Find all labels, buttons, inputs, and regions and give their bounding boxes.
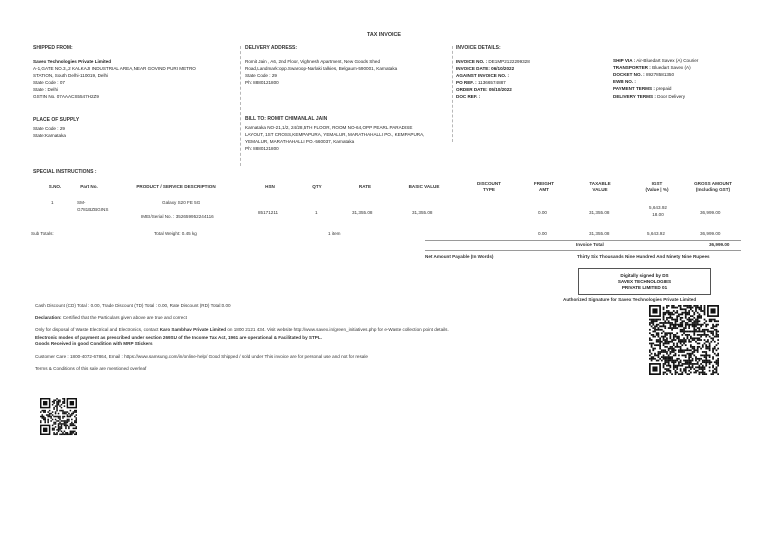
row-part-no: SM- G781BZBGINS (77, 200, 109, 213)
authorized-signature: Authorized Signature for Savex Technologies Private Limited (563, 297, 697, 302)
shipping-details-section (613, 57, 763, 100)
qr-code-icon (649, 305, 719, 375)
row-taxable-value: 31,355.08 (589, 210, 610, 215)
col-product: PRODUCT / SERVICE DESCRIPTION (136, 184, 216, 189)
col-sno: S.NO. (48, 184, 62, 189)
col-igst: IGST (Value | %) (645, 181, 669, 192)
row-hsn: 85171211 (258, 210, 279, 215)
declaration: Declaration: Certified that the Particulars given above are true and correct (35, 315, 187, 320)
supply-state: State:Karnataka (33, 132, 66, 138)
cash-discount-note: Cash Discount (CD) Total : 0.00, Trade Discount (TD) Total : 0.00, Rate Discount (RD) Total:0.00 (35, 303, 231, 308)
invoice-date: INVOICE DATE: 06/10/2022 (456, 65, 515, 71)
net-amount-words: Thirty Six Thousands Nine Hundred And Ninety Nine Rupees (577, 254, 710, 259)
signature-line-2: SAVEX TECHNOLOGIES (617, 279, 672, 285)
shipper-state-code: State Code : 07 (33, 80, 65, 86)
row-rate: 31,355.08 (352, 210, 373, 215)
page-title: TAX INVOICE (366, 32, 402, 38)
row-imei: IMEI/Serial No. : 352659952244116 (141, 214, 214, 219)
place-of-supply-section (33, 117, 238, 139)
row-sno: 1 (51, 200, 54, 205)
shipper-name: Savex Technologies Private Limited (33, 58, 112, 64)
delivery-terms: DELIVERY TERMS : Door Delivery (613, 93, 685, 99)
payment-terms: PAYMENT TERMS : prepaid (613, 86, 672, 92)
subtotal-weight: Total Weight: 0.45 kg (154, 231, 197, 236)
special-instructions: SPECIAL INSTRUCTIONS : (33, 169, 97, 175)
col-part-no: Part No. (80, 184, 98, 189)
bill-to-address-2: LAYOUT, 1ST CROSS,KEMPAPURA, YEMALUR, MARATHAHALLI PO., KEMPAPURA, (245, 131, 425, 137)
col-freight: FREIGHT AMT (533, 181, 555, 192)
delivery-phone: Ph: 8880121800 (245, 80, 279, 86)
bill-to-section (245, 116, 450, 152)
invoice-total-label: Invoice Total (576, 242, 604, 247)
transporter: TRANSPORTER : Bluedart Savex (A) (613, 65, 691, 71)
shipper-address-2: STATION, South Delhi-110019, Delhi (33, 72, 109, 78)
row-basic-value: 31,355.08 (412, 210, 433, 215)
col-basic-value: BASIC VALUE (408, 184, 440, 189)
bill-to-address-1: Karnataka NO-21,1/2, 24/28,5TH FLOOR, ROOM NO-64,OPP PEARL PARADISE (245, 124, 413, 130)
supply-state-code: State Code : 29 (33, 125, 65, 131)
shipped-from-section (33, 45, 238, 100)
ewb-number: EWB NO. : (613, 79, 636, 85)
delivery-address-2: Road,Landmark:opp.Swaroop-Narlaki talkies, Belgaum-590001, Karnataka (245, 65, 398, 71)
order-date: ORDER DATE: 05/10/2022 (456, 87, 512, 93)
total-line (425, 250, 741, 251)
shipped-from-heading: SHIPPED FROM: (33, 45, 73, 51)
invoice-details-section (456, 45, 606, 100)
qr-code-icon (40, 398, 77, 436)
col-taxable-value: TAXABLE VALUE (589, 181, 611, 192)
row-igst: 5,643.92 18.00 (649, 205, 667, 218)
subtotal-label: Sub Totals: (31, 231, 54, 236)
signature-line-1: Digitally signed by DS (620, 273, 669, 278)
delivery-state-code: State Code : 29 (245, 72, 277, 78)
shipper-state: State : Delhi (33, 87, 59, 93)
invoice-total-value: 36,999.00 (709, 242, 730, 247)
customer-care-note: Customer Care : 1800-4072-67864, Email : https://www.samsung.com/in/online-help/ Good Shipped / sold under This invoice are for personal use and not for resale (35, 354, 368, 359)
terms-note: Terms & Conditions of this sale are mentioned overleaf (35, 366, 147, 371)
electronic-payment-note: Electronic modes of payment as prescribed under section 269SU of the Income Tax Act, 1961 are operational & Facilitated by STPL. Goods Received in good Condition with MRP Stickers (35, 335, 322, 347)
invoice-details-heading: INVOICE DETAILS: (456, 45, 501, 51)
net-amount-label: Net Amount Payable (In Words) (425, 254, 494, 259)
signature-line-3: PRIVATE LIMITED 01 (621, 285, 668, 291)
delivery-address-1: Romit Jain , A6, 2nd Floor, Vighnesh Apartment, New Goods Shed (245, 58, 380, 64)
row-qty: 1 (315, 210, 318, 215)
shipper-gstin: GSTIN No. 07AAACS5547H2Z9 (33, 94, 99, 100)
subtotal-gross: 36,999.00 (700, 231, 721, 236)
col-rate: RATE (358, 184, 372, 189)
subtotal-igst: 5,643.92 (647, 231, 665, 236)
against-invoice: AGAINST INVOICE NO. : (456, 72, 510, 78)
invoice-number: INVOICE NO. : DE1MP2122299328 (456, 58, 530, 64)
shipper-address-1: A-1,GATE NO.3,,2 KALKAJI INDUSTRIAL AREA,NEAR GOVIND PURI METRO (33, 65, 196, 71)
col-qty: QTY (312, 184, 322, 189)
po-ref: PO REF. : 11366574887 (456, 80, 506, 86)
bill-to-phone: Ph: 8880121800 (245, 146, 279, 152)
subtotal-freight: 0.00 (538, 231, 547, 236)
bill-to-address-3: YEMALUR, MARATHAHALLI PO.-560037, Karnataka (245, 138, 355, 144)
delivery-heading: DELIVERY ADDRESS: (245, 45, 298, 51)
divider (452, 46, 453, 142)
col-discount-type: DISCOUNT TYPE (477, 181, 501, 192)
doc-ref: DOC REF. : (456, 94, 481, 100)
delivery-address-section (245, 45, 450, 86)
subtotal-items: 1 item (328, 231, 341, 236)
docket-number: DOCKET NO. : 89278581350 (613, 72, 675, 78)
col-gross-amount: GROSS AMOUNT (Including GST) (694, 181, 732, 192)
bill-to-heading: BILL TO: ROMIT CHIMANLAL JAIN (245, 116, 328, 122)
col-hsn: HSN (265, 184, 275, 189)
digital-signature-box (578, 268, 711, 295)
row-gross-amount: 36,999.00 (700, 210, 721, 215)
ewaste-note: Only for disposal of Waste Electrical and Electronics, contact Karo Sambhav Private Limited on 1800 2121 434. Visit website http://www.savex.in/green_initiatives.php for e-Waste collection point details. (35, 327, 449, 332)
ship-via: SHIP VIA : Air-Bluedart Savex (A) Courier (613, 58, 699, 63)
divider (240, 46, 241, 166)
row-product-name: Galaxy S20 FE 5G (162, 200, 201, 205)
place-of-supply-heading: PLACE OF SUPPLY (33, 117, 80, 123)
row-freight: 0.00 (538, 210, 547, 215)
subtotal-taxable: 31,355.08 (589, 231, 610, 236)
